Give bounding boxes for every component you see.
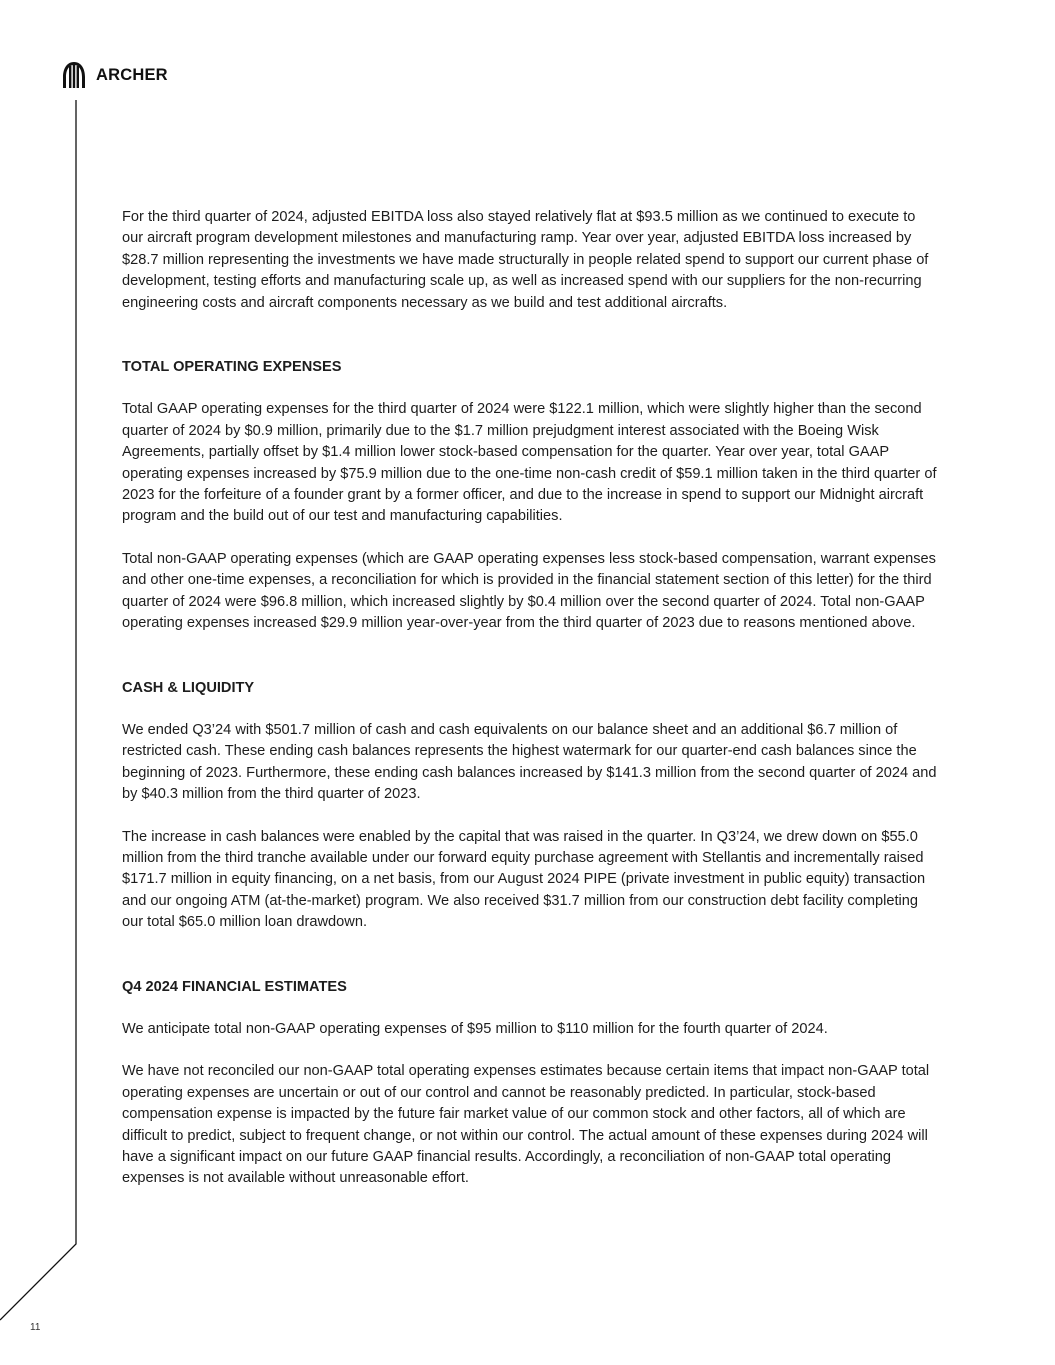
section-heading: CASH & LIQUIDITY	[122, 679, 255, 696]
logo-wordmark: ARCHER	[96, 65, 168, 84]
archer-logo-mark-icon	[60, 60, 88, 90]
section-cash-liquidity	[122, 678, 937, 934]
section-q4-financial-estimates	[122, 977, 937, 1190]
paragraph: Total GAAP operating expenses for the third quarter of 2024 were $122.1 million, which were slightly higher than the second quarter of 2024 by $0.9 million, primarily due to the $1.7 million prejudgment interest associated with the Boeing Wisk Agreements, partially offset by $1.4 million lower stock-based compensation for the quarter. Year over year, total GAAP operating expenses increased by $75.9 million due to the one-time non-cash credit of $59.1 million taken in the third quarter of 2023 for the forfeiture of a founder grant by a former officer, and due to the increase in spend to support our Midnight aircraft program and the build out of our test and manufacturing capabilities.	[122, 401, 937, 525]
section-adjusted-ebitda	[122, 207, 937, 314]
document-body	[122, 207, 937, 1211]
paragraph: We have not reconciled our non-GAAP total operating expenses estimates because certain items that impact non-GAAP total operating expenses are uncertain or out of our control and cannot be reasonably predicted. In particular, stock-based compensation expense is impacted by the future fair market value of our common stock and other factors, all of which are difficult to predict, subject to frequent change, or not within our control. The actual amount of these expenses during 2024 will have a significant impact on our future GAAP financial results. Accordingly, a reconciliation of non-GAAP total operating expenses is not available without unreasonable effort.	[122, 1063, 930, 1187]
section-heading: TOTAL OPERATING EXPENSES	[122, 359, 342, 376]
paragraph: The increase in cash balances were enabled by the capital that was raised in the quarter. In Q3’24, we drew down on $55.0 million from the third tranche available under our forward equity purchase agreement with Stellantis and incrementally raised $171.7 million in equity financing, on a net basis, from our August 2024 PIPE (private investment in public equity) transaction and our ongoing ATM (at-the-market) program. We also received $31.7 million from our construction debt facility completing our total $65.0 million loan drawdown.	[122, 828, 926, 931]
paragraph: Total non-GAAP operating expenses (which are GAAP operating expenses less stock-based compensation, warrant expenses and other one-time expenses, a reconciliation for which is provided in the financial statement section of this letter) for the third quarter of 2024 were $96.8 million, which increased slightly by $0.4 million over the second quarter of 2024. Total non-GAAP operating expenses increased $29.9 million year-over-year from the third quarter of 2023 due to reasons mentioned above.	[122, 550, 936, 632]
section-heading: Q4 2024 FINANCIAL ESTIMATES	[122, 978, 347, 995]
paragraph: We anticipate total non-GAAP operating expenses of $95 million to $110 million for the fourth quarter of 2024.	[122, 1020, 828, 1037]
section-total-operating-expenses	[122, 357, 937, 634]
paragraph: We ended Q3’24 with $501.7 million of cash and cash equivalents on our balance sheet and an additional $6.7 million of restricted cash. These ending cash balances represents the highest watermark for our quarter-end cash balances since the beginning of 2023. Furthermore, these ending cash balances increased by $141.3 million from the second quarter of 2024 and by $40.3 million from the third quarter of 2023.	[122, 721, 937, 803]
paragraph: For the third quarter of 2024, adjusted EBITDA loss also stayed relatively flat at $93.5 million as we continued to execute to our aircraft program development milestones and manufacturing ramp. Year over year, adjusted EBITDA loss increased by $28.7 million representing the investments we have made structurally in people related spend to support our current phase of development, testing efforts and manufacturing scale up, as well as increased spend with our suppliers for the non-recurring engineering costs and aircraft components necessary as we build and test additional aircrafts.	[122, 209, 929, 311]
archer-logo	[60, 60, 168, 90]
page-number: 11	[30, 1322, 41, 1333]
